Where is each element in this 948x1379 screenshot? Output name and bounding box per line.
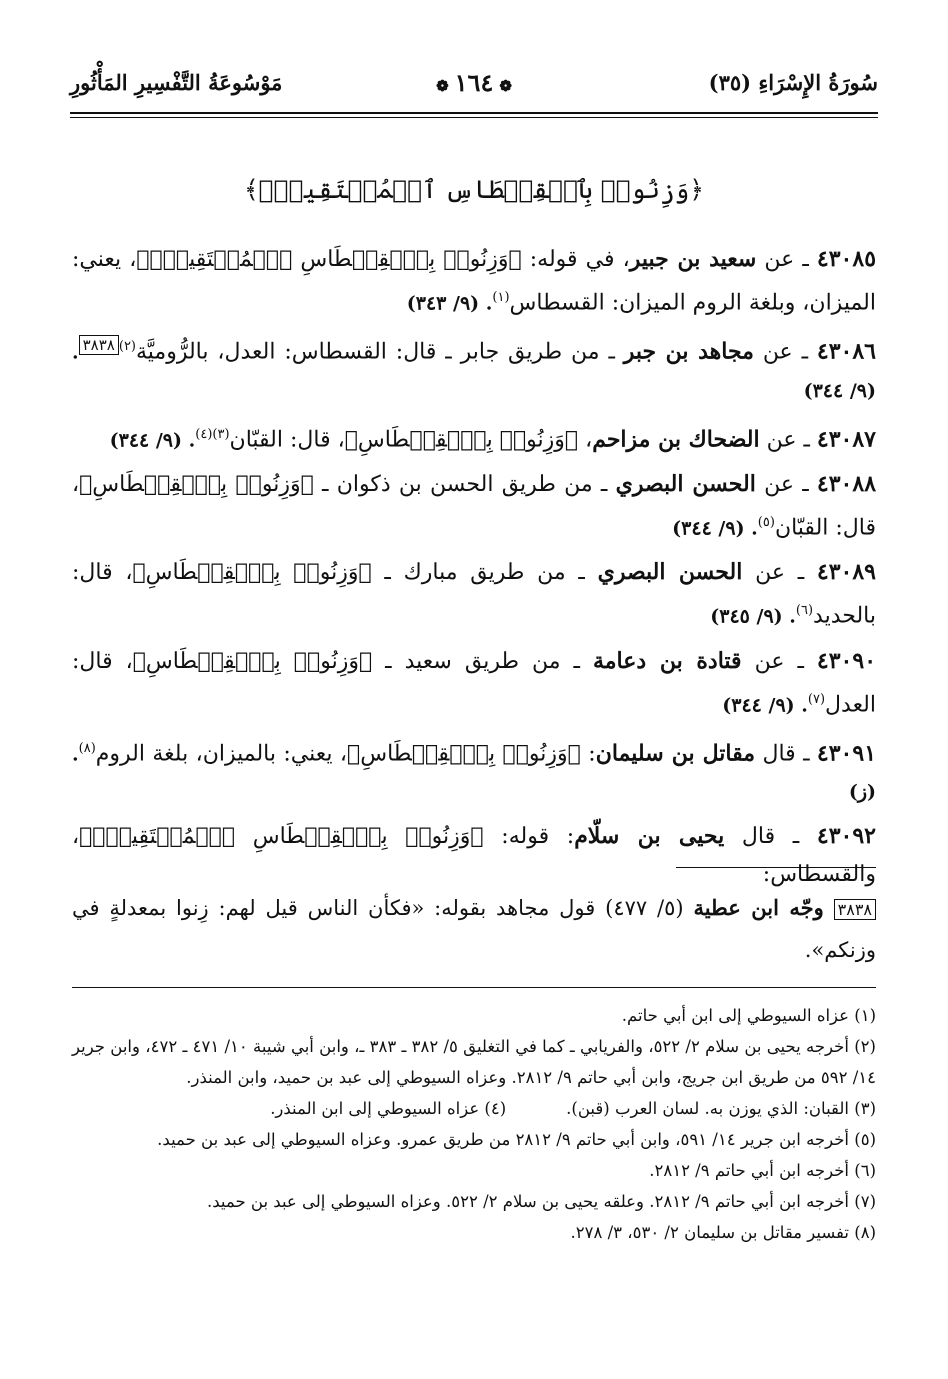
commentary-author: وجّه ابن عطية: [693, 895, 824, 920]
quran-quote: ﴿وَزِنُوا۟ بِٱلۡقِسۡطَاسِ﴾: [79, 471, 314, 497]
source-reference: . (٩/ ٣٤٥): [710, 605, 796, 628]
entry-text: ، يعني: بالميزان، بلغة الروم: [95, 741, 348, 767]
entry-number: ٤٣٠٩٠: [816, 647, 877, 674]
entry-number: ٤٣٠٨٥: [816, 246, 877, 272]
footnote-marker[interactable]: (١): [492, 290, 510, 305]
entry-text: ، قال: بالحديد: [72, 560, 876, 629]
entry-lead: ـ عن: [753, 339, 817, 365]
footnote-marker[interactable]: (٧): [807, 691, 826, 707]
page-number-block: [430, 68, 518, 97]
entry-number: ٤٣٠٨٦: [816, 338, 876, 365]
entry: [72, 730, 876, 811]
entry-number: ٤٣٠٩١: [816, 740, 877, 767]
source-reference: . (٩/ ٣٤٤): [722, 693, 808, 716]
source-reference: . (ز): [72, 743, 876, 804]
header-rule-thin: [70, 117, 878, 118]
entry-text: ـ من طريق الحسن بن ذكوان ـ: [313, 471, 616, 497]
entry-number: ٤٣٠٨٨: [816, 470, 877, 497]
footnote-separator: [72, 987, 876, 988]
quran-quote: ﴿وَزِنُوا۟ بِٱلۡقِسۡطَاسِ ٱلۡمُسۡتَقِيمِۚ﴾: [136, 247, 522, 272]
entry-lead: ـ عن: [741, 648, 817, 674]
entry: [72, 553, 876, 635]
entry-text: ، قال: العدل: [72, 648, 876, 717]
quran-quote: ﴿وَزِنُوا۟ بِٱلۡقِسۡطَاسِ﴾: [132, 560, 372, 586]
source-reference: . (٩/ ٣٤٤): [72, 341, 876, 402]
narrator-name: مجاهد بن جبر: [623, 338, 754, 365]
entry-text: ، في قوله:: [521, 247, 630, 272]
commentary-ref-box[interactable]: ٣٨٣٨: [79, 335, 119, 355]
entry-text: ، قال: القبّان: [229, 426, 345, 452]
commentary-text: (٥/ ٤٧٧) قول مجاهد بقوله: «فكأن الناس قيل لهم: زِنوا بمعدلةٍ في وزنكم».: [72, 896, 876, 962]
quran-quote: ﴿وَزِنُوا۟ بِٱلۡقِسۡطَاسِ ٱلۡمُسۡتَقِيمِۚ﴾: [79, 824, 484, 850]
entry-lead: ـ عن: [755, 471, 817, 497]
book-title: مَوْسُوعَةُ التَّفْسِيرِ المَأْثُورِ: [70, 70, 283, 95]
entry: [72, 328, 876, 409]
entry-text: ـ من طريق جابر ـ قال: القسطاس: العدل، بالرُّوميَّة: [136, 339, 624, 365]
quran-quote: ﴿وَزِنُوا۟ بِٱلۡقِسۡطَاسِ﴾: [344, 426, 579, 452]
narrator-name: سعيد بن جبير: [629, 246, 757, 272]
footnote: (٥) أخرجه ابن جرير ١٤/ ٥٩١، وابن أبي حاتم ٩/ ٢٨١٢ من طريق عمرو. وعزاه السيوطي إلى عبد بن حميد.: [157, 1130, 876, 1149]
footnote-marker[interactable]: (٨): [78, 740, 96, 756]
page-number: ١٦٤: [454, 68, 494, 97]
source-reference: . (٩/ ٣٤٤): [109, 428, 196, 451]
footnote-marker[interactable]: (٣)(٤): [195, 426, 230, 442]
entry-text: ـ من طريق مبارك ـ: [371, 560, 598, 586]
footnote: (٨) تفسير مقاتل بن سليمان ٢/ ٥٣٠، ٣/ ٢٧٨.: [570, 1223, 876, 1242]
entry-number: ٤٣٠٨٧: [816, 425, 876, 452]
footnote: (٣) القبان: الذي يوزن به. لسان العرب (قبن).: [566, 1099, 876, 1118]
narrator-name: قتادة بن دعامة: [592, 647, 742, 674]
entry-lead: ـ قال: [755, 741, 817, 767]
ornament-icon: ❁: [499, 77, 512, 95]
entry-number: ٤٣٠٩٢: [816, 823, 876, 850]
footnote: (٦) أخرجه ابن أبي حاتم ٩/ ٢٨١٢.: [649, 1161, 876, 1180]
narrator-name: يحيى بن سلّام: [574, 823, 725, 850]
quran-quote: ﴿وَزِنُوا۟ بِٱلۡقِسۡطَاسِ﴾: [132, 648, 373, 674]
entry-text: ،: [578, 426, 593, 452]
entries-body: [72, 240, 876, 900]
entry-text: ، والقسطاس:: [72, 824, 876, 888]
commentary-note: [72, 888, 876, 970]
footnote: (٢) أخرجه يحيى بن سلام ٢/ ٥٢٢، والفريابي ـ كما في التغليق ٥/ ٣٨٢ ـ ٣٨٣ ـ، وابن أبي شيبة ١٠/ ٤٧١ ـ ٤٧٢، وابن جرير ١٤/ ٥٩٢ من طريق ابن جريج، وابن أبي حاتم ٩/ ٢٨١٢. وعزاه السيوطي إلى عبد بن حميد، وابن المنذر.: [72, 1037, 876, 1087]
entry-lead: ـ عن: [742, 560, 817, 586]
entry-text: : قوله:: [483, 824, 575, 850]
footnote: (٤) عزاه السيوطي إلى ابن المنذر.: [270, 1099, 507, 1118]
entry: [72, 642, 876, 724]
entry: [72, 465, 876, 547]
entry: [72, 240, 876, 322]
footnote-row: [72, 1093, 876, 1124]
narrator-name: الحسن البصري: [615, 470, 756, 497]
entry: [72, 817, 876, 894]
entry-lead: ـ عن: [756, 247, 817, 272]
commentary-separator: [676, 867, 876, 868]
ornament-icon: ❁: [436, 77, 449, 95]
entry-text: :: [580, 741, 596, 767]
quran-quote: ﴿وَزِنُوا۟ بِٱلۡقِسۡطَاسِ﴾: [347, 741, 581, 767]
entry-text: ، يعني: الميزان، وبلغة الروم الميزان: القسطاس: [72, 247, 876, 316]
entry-text: ، قال: القبّان: [72, 471, 876, 541]
header-rule: [70, 112, 878, 114]
entry: [72, 416, 876, 459]
page-header: [70, 66, 878, 110]
commentary-number-box: ٣٨٣٨: [834, 899, 876, 920]
narrator-name: الحسن البصري: [597, 559, 743, 586]
entry-lead: ـ قال: [724, 824, 817, 850]
entry-text: ـ من طريق سعيد ـ: [372, 648, 593, 674]
source-reference: . (٩/ ٣٤٤): [672, 517, 758, 540]
entry-number: ٤٣٠٨٩: [816, 559, 876, 586]
footnotes: [72, 1000, 876, 1248]
footnote: (٧) أخرجه ابن أبي حاتم ٩/ ٢٨١٢. وعلقه يحيى بن سلام ٢/ ٥٢٢. وعزاه السيوطي إلى عبد بن حميد.: [207, 1192, 876, 1211]
footnote-marker[interactable]: (٦): [795, 603, 814, 619]
footnote-marker[interactable]: (٢): [118, 339, 136, 355]
source-reference: . (٩/ ٣٤٣): [406, 292, 493, 315]
footnote-marker[interactable]: (٥): [757, 514, 775, 530]
narrator-name: الضحاك بن مزاحم: [592, 425, 760, 452]
ayah-heading: ﴿وَزِنُوا۟ بِٱلۡقِسۡطَاسِ ٱلۡمُسۡتَقِيمِۚ﴾: [244, 175, 704, 204]
narrator-name: مقاتل بن سليمان: [595, 740, 756, 767]
footnote: (١) عزاه السيوطي إلى ابن أبي حاتم.: [621, 1006, 876, 1025]
entry-lead: ـ عن: [759, 426, 817, 452]
surah-title: سُورَةُ الإِسْرَاءِ (٣٥): [708, 70, 878, 95]
